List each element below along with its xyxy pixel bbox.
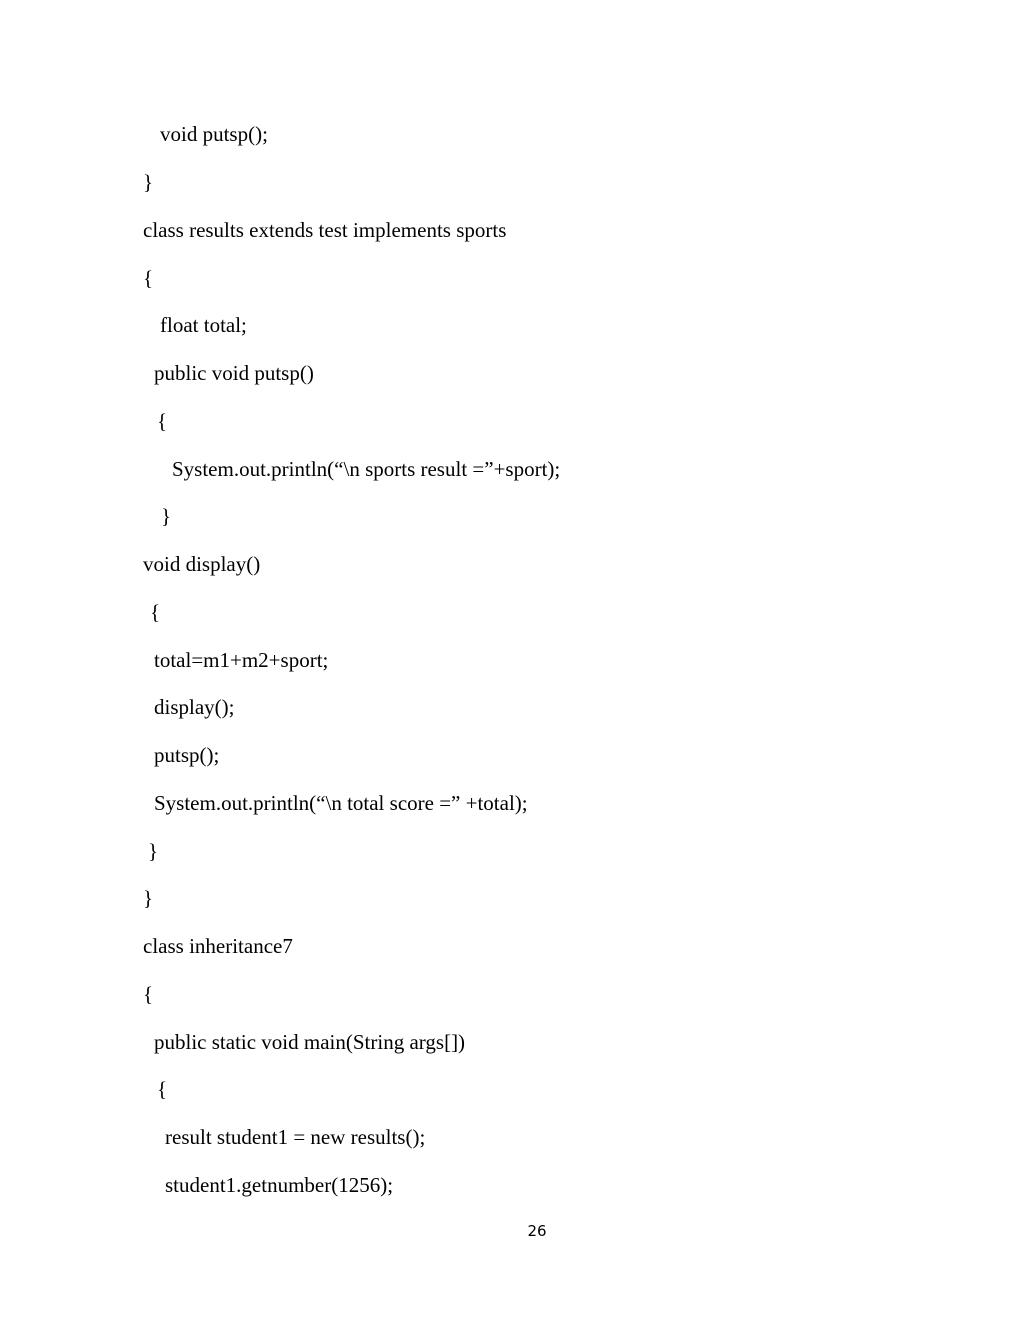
code-line: total=m1+m2+sport; bbox=[154, 648, 329, 672]
code-line: } bbox=[148, 839, 159, 863]
code-line: System.out.println(“\n total score =” +total); bbox=[154, 791, 528, 815]
code-line: student1.getnumber(1256); bbox=[165, 1173, 394, 1197]
code-line: public void putsp() bbox=[154, 361, 314, 385]
code-line: putsp(); bbox=[154, 743, 220, 767]
code-line: public static void main(String args[]) bbox=[154, 1030, 466, 1054]
code-line: { bbox=[150, 600, 161, 624]
code-line: float total; bbox=[160, 313, 247, 337]
code-line: void display() bbox=[143, 552, 261, 576]
page-number: 26 bbox=[527, 1222, 547, 1240]
code-line: { bbox=[157, 409, 168, 433]
code-line: } bbox=[161, 504, 172, 528]
code-line: result student1 = new results(); bbox=[165, 1125, 426, 1149]
code-line: { bbox=[157, 1077, 168, 1101]
code-line: display(); bbox=[154, 695, 235, 719]
code-line: System.out.println(“\n sports result =”+sport); bbox=[172, 457, 561, 481]
code-line: { bbox=[143, 982, 154, 1006]
code-line: { bbox=[143, 266, 154, 290]
code-line: class results extends test implements sports bbox=[143, 218, 507, 242]
code-line: } bbox=[143, 170, 154, 194]
code-line: class inheritance7 bbox=[143, 934, 293, 958]
code-line: void putsp(); bbox=[160, 122, 268, 146]
code-line: } bbox=[143, 886, 154, 910]
